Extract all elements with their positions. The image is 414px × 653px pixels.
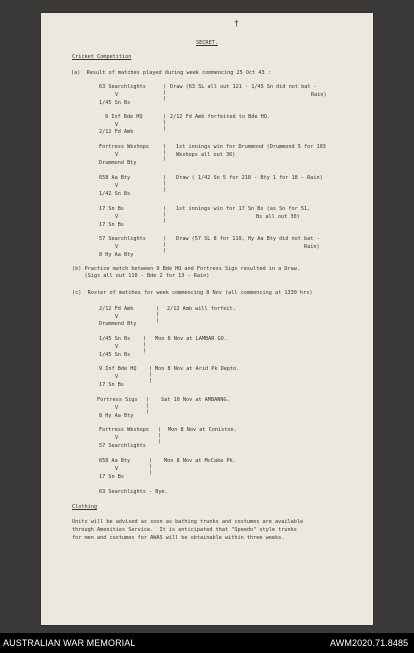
roster-note: 2/12 Amb will forfeit.: [167, 306, 236, 312]
match-result: 1st innings win for Drummond (Drummond 5 for 103: [176, 144, 326, 150]
versus-label: V: [115, 435, 119, 441]
team-away: 8 Hy Aa Bty: [99, 252, 134, 258]
bracket: ) ) ): [163, 175, 167, 193]
versus-label: V: [115, 122, 119, 128]
bracket: ) ) ): [163, 84, 167, 102]
bracket: ) ) ): [158, 427, 162, 445]
roster-note: Mon 8 Nov at McCabe Pk.: [164, 458, 236, 464]
bracket: ) ) ): [143, 336, 147, 354]
match-result: 1st innings win for 17 Sn Bs (as Sn for 51,: [176, 206, 311, 212]
section-a-intro: (a) Result of matches played during week commencing 25 Oct 43 :: [71, 70, 271, 76]
roster-bye: 63 Searchlights - Bye.: [99, 489, 168, 495]
match-result-cont: Rain): [311, 92, 327, 98]
bracket: ) ) ): [163, 114, 167, 132]
team-away: 57 Searchlights: [99, 443, 146, 449]
team-away: 1/42 Sn Bs: [99, 191, 131, 197]
bracket: ) ) ): [156, 306, 160, 324]
clothing-line3: for men and costumes for AWAS will be obtainable within three weeks.: [72, 535, 285, 541]
team-home: 1/45 Sn Bs: [99, 336, 131, 342]
roster-note: Mon 8 Nov at Coniston.: [168, 427, 237, 433]
team-home: 658 Aa Bty: [99, 458, 131, 464]
section-b-line2: (Sigs all out 110 - Bde 2 for 13 - Rain): [72, 273, 210, 279]
versus-label: V: [115, 152, 119, 158]
section-heading-clothing: Clothing: [72, 504, 97, 510]
match-result: Draw (63 SL all out 121 - 1/45 Sn did not bat -: [170, 84, 317, 90]
team-home: 9 Inf Bde HQ: [105, 114, 143, 120]
match-result-cont: Rain): [304, 244, 320, 250]
section-c-intro: (c) Roster of matches for week commencing 8 Nov (all commencing at 1330 hrs): [72, 290, 313, 296]
team-away: 17 Sn Bs: [99, 474, 124, 480]
bracket: ) ) ): [163, 206, 167, 224]
team-away: 8 Hy Aa Bty: [99, 413, 134, 419]
team-away: Drummond Bty: [99, 160, 137, 166]
clothing-line2: through Amenities Service. It is anticipated that "Speedo" style trunks: [72, 527, 297, 533]
versus-label: V: [115, 214, 119, 220]
versus-label: V: [115, 405, 119, 411]
roster-note: Mon 8 Nov at LAMBAR GO.: [155, 336, 227, 342]
roster-note: Mon 8 Nov at Arid Pk Depto.: [155, 366, 240, 372]
team-away: 17 Sn Bs: [99, 382, 124, 388]
team-home: 63 Searchlights: [99, 84, 146, 90]
clothing-line1: Units will be advised as soon as bathing trunks and costumes are available: [72, 519, 304, 525]
team-away: 1/45 Sn Bs: [99, 352, 131, 358]
versus-label: V: [115, 92, 119, 98]
document-page: [41, 13, 373, 625]
section-b-line1: (b) Practice match between 9 Bde HQ and Fortress Sigs resulted in a Draw.: [72, 266, 300, 272]
team-home: 658 Aa Bty: [99, 175, 131, 181]
bracket: ) ) ): [163, 236, 167, 254]
footer-source: AUSTRALIAN WAR MEMORIAL: [3, 638, 136, 648]
team-away: 17 Sn Bs: [99, 222, 124, 228]
team-home: 17 Sn Bs: [99, 206, 124, 212]
team-away: 2/12 Fd Amb: [99, 129, 134, 135]
footer-bar: [0, 633, 414, 653]
versus-label: V: [115, 314, 119, 320]
bracket: ) ) ): [163, 144, 167, 162]
section-heading-cricket: Cricket Competition: [72, 54, 132, 60]
team-home: 9 Inf Bde HQ: [99, 366, 137, 372]
bracket: ) ) ): [146, 397, 150, 415]
team-away: 1/45 Sn Bs: [99, 100, 131, 106]
bracket: ) ) ): [149, 458, 153, 476]
team-home: Fortress Sigs: [97, 397, 138, 403]
versus-label: V: [115, 344, 119, 350]
page-title: SECRET.: [196, 40, 218, 46]
match-result-cont: Bs all out 30): [256, 214, 300, 220]
bracket: ) ) ): [149, 366, 153, 384]
team-home: Fortress Wkshops: [99, 427, 149, 433]
team-home: 57 Searchlights: [99, 236, 146, 242]
match-result: Draw (57 SL 8 for 119, Hy Aa Bty did not bat -: [176, 236, 320, 242]
match-result-cont: Wkshops all out 36): [176, 152, 236, 158]
versus-label: V: [115, 244, 119, 250]
team-home: 2/12 Fd Amb: [99, 306, 134, 312]
footer-accession: AWM2020.71.8485: [330, 638, 409, 648]
team-away: Drummond Bty: [99, 321, 137, 327]
versus-label: V: [115, 183, 119, 189]
versus-label: V: [115, 374, 119, 380]
match-result: 2/12 Fd Amb forfeited to Bde HQ.: [170, 114, 270, 120]
team-home: Fortress Wkshops: [99, 144, 149, 150]
versus-label: V: [115, 466, 119, 472]
match-result: Draw ( 1/42 Sn 5 for 218 - Bty 1 for 18 - Rain): [176, 175, 323, 181]
header-mark: †: [234, 19, 239, 28]
roster-note: Sat 10 Nov at AMBANNG.: [161, 397, 230, 403]
